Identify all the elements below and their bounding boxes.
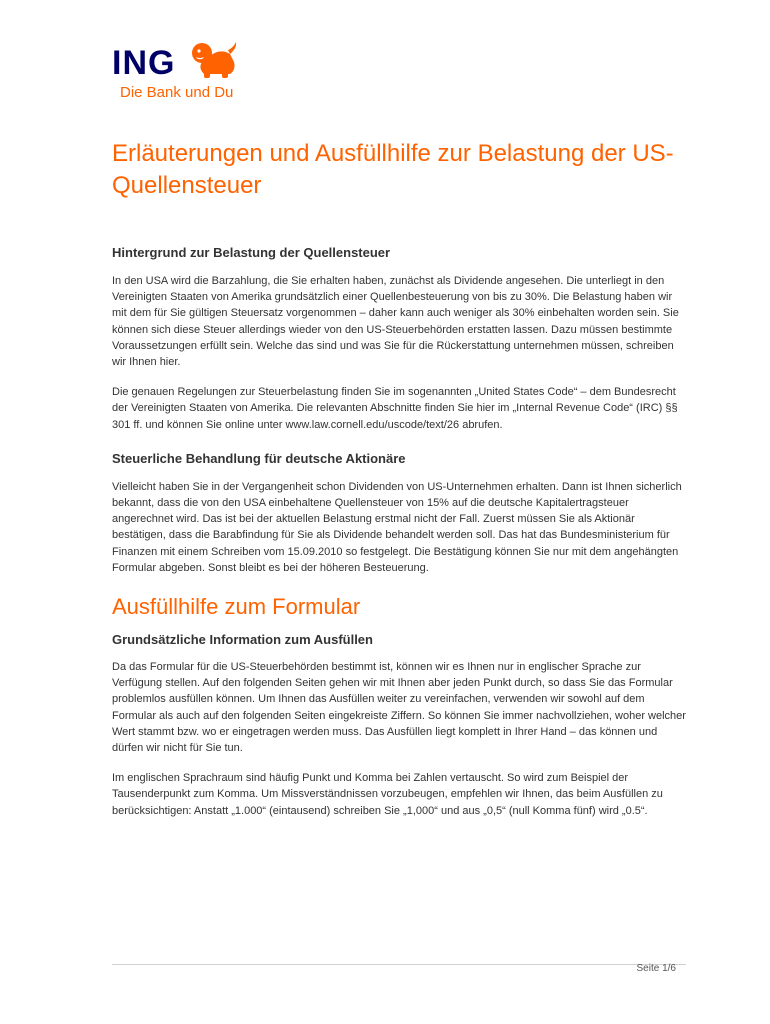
- paragraph-tax-treatment: Vielleicht haben Sie in der Vergangenheit schon Dividenden von US-Unternehmen erhalten. Dann ist Ihnen sicherlich bekannt, dass die von den USA einbehaltene Quellensteuer von 15% auf die deutsche Kapitalertragsteuer angerechnet wird. Das ist bei der aktuellen Belastung erstmal nicht der Fall. Zuerst müssen Sie als Aktionär bestätigen, dass die Barabfindung für Sie als Dividende behandelt werden soll. Das hat das Bundesministerium für Finanzen mit einem Schreiben vom 15.09.2010 so festgelegt. Die Bestätigung können Sie nur mit dem angehängten Formular abgeben. Sonst bleibt es bei der höheren Besteuerung.: [112, 480, 682, 574]
- lion-icon: [190, 40, 238, 80]
- section-title-form-help: Ausfüllhilfe zum Formular: [112, 594, 361, 620]
- page-number: Seite 1/6: [636, 963, 676, 974]
- document-title: Erläuterungen und Ausfüllhilfe zur Belastung der US-Quellensteuer: [112, 140, 674, 199]
- ing-logo: [112, 40, 252, 104]
- logo-wordmark: ING: [112, 44, 176, 82]
- section-heading-basic-info: Grundsätzliche Information zum Ausfüllen: [112, 632, 373, 648]
- paragraph-background-2: Die genauen Regelungen zur Steuerbelastung finden Sie im sogenannten „United States Code“ – dem Bundesrecht der Vereinigten Staaten von Amerika. Die relevanten Abschnitte finden Sie hier im „Internal Revenue Code“ (IRC) §§ 301 ff. und können Sie online unter www.law.cornell.edu/uscode/text/26 abrufen.: [112, 386, 678, 431]
- document-body: [112, 138, 686, 819]
- paragraph-form-help-2: Im englischen Sprachraum sind häufig Punkt und Komma bei Zahlen vertauscht. So wird zum Beispiel der Tausenderpunkt zum Komma. Um Missverständnissen vorzubeugen, empfehlen wir Ihnen, das beim Ausfüllen zu berücksichtigen: Anstatt „1.000“ (eintausend) schreiben Sie „1,000“ und aus „0,5“ (null Komma fünf) wird „0.5“.: [112, 772, 663, 817]
- footer-divider: [112, 964, 686, 965]
- paragraph-background-1: In den USA wird die Barzahlung, die Sie erhalten haben, zunächst als Dividende angesehen. Die unterliegt in den Vereinigten Staaten von Amerika grundsätzlich einer Quellenbesteuerung von bis zu 30%. Die Belastung haben wir mit dem für Sie gültigen Steuersatz vorgenommen – daher kann auch weniger als 30% einbehalten worden sein. Sie können sich diese Steuer allerdings wieder von den US-Steuerbehörden erstatten lassen. Dazu müssen bestimmte Voraussetzungen erfüllt sein. Welche das sind und was Sie für die Rückerstattung unternehmen müssen, schreiben wir Ihnen hier.: [112, 275, 679, 369]
- section-heading-tax-treatment: Steuerliche Behandlung für deutsche Aktionäre: [112, 450, 406, 466]
- section-heading-background: Hintergrund zur Belastung der Quellensteuer: [112, 245, 391, 260]
- logo-tagline: Die Bank und Du: [120, 84, 234, 101]
- paragraph-form-help-1: Da das Formular für die US-Steuerbehörden bestimmt ist, können wir es Ihnen nur in englischer Sprache zur Verfügung stellen. Auf den folgenden Seiten gehen wir mit Ihnen aber jeden Punkt durch, so dass Sie das Formular problemlos ausfüllen können. Um Ihnen das Ausfüllen weiter zu vereinfachen, verwenden wir sowohl auf dem Formular als auch auf den folgenden Seiten eingekreiste Ziffern. So können Sie immer nachvollziehen, woher welcher Wert stammt bzw. wo er eingetragen werden muss. Das Ausfüllen liegt komplett in Ihrer Hand – das können und dürfen wir nicht für Sie tun.: [112, 661, 686, 755]
